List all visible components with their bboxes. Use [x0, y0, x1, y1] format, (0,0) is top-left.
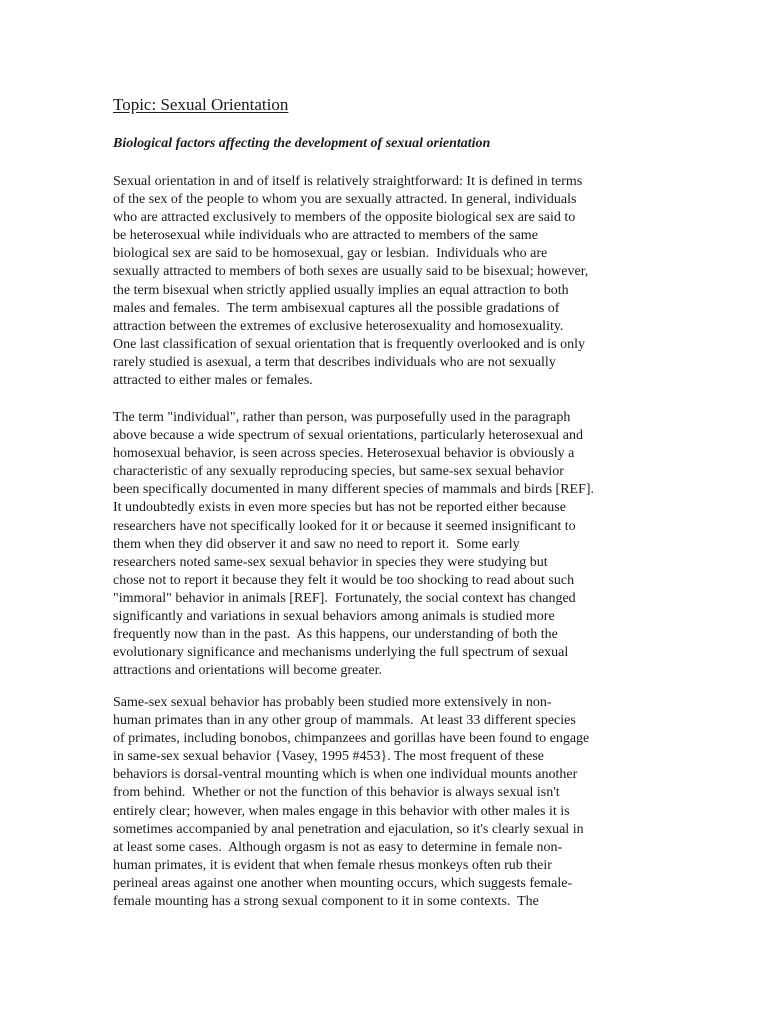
paragraph-line: perineal areas against one another when mounting occurs, which suggests female- [113, 875, 573, 891]
paragraph-line: entirely clear; however, when males engage in this behavior with other males it is [113, 803, 570, 819]
paragraph-line: researchers noted same-sex sexual behavior in species they were studying but [113, 554, 548, 570]
paragraph-line: the term bisexual when strictly applied usually implies an equal attraction to both [113, 282, 569, 298]
paragraph-line: biological sex are said to be homosexual, gay or lesbian. Individuals who are [113, 246, 548, 262]
paragraph-1 [113, 173, 588, 390]
paragraph-line: human primates than in any other group of mammals. At least 33 different species [113, 713, 576, 729]
paragraph-line: It undoubtedly exists in even more species but has not be reported either because [113, 500, 566, 516]
paragraph-line: from behind. Whether or not the function of this behavior is always sexual isn't [113, 785, 560, 801]
paragraph-line: female mounting has a strong sexual component to it in some contexts. The [113, 894, 539, 910]
paragraph-line: sexually attracted to members of both sexes are usually said to be bisexual; however, [113, 264, 589, 280]
paragraph-line: been specifically documented in many different species of mammals and birds [REF]. [113, 482, 595, 498]
paragraph-line: males and females. The term ambisexual captures all the possible gradations of [113, 300, 560, 316]
paragraph-line: attracted to either males or females. [113, 373, 313, 389]
paragraph-line: at least some cases. Although orgasm is not as easy to determine in female non- [113, 839, 563, 855]
paragraph-line: of primates, including bonobos, chimpanzees and gorillas have been found to engage [113, 731, 590, 747]
paragraph-line: Same-sex sexual behavior has probably been studied more extensively in non- [113, 695, 552, 710]
paragraph-line: characteristic of any sexually reproducing species, but same-sex sexual behavior [113, 464, 564, 480]
paragraph-line: rarely studied is asexual, a term that describes individuals who are not sexually [113, 354, 556, 370]
paragraph-line: in same-sex sexual behavior {Vasey, 1995 #453}. The most frequent of these [113, 749, 544, 765]
paragraph-line: homosexual behavior, is seen across species. Heterosexual behavior is obviously a [113, 446, 575, 462]
paragraph-line: frequently now than in the past. As this happens, our understanding of both the [113, 627, 558, 643]
paragraph-line: be heterosexual while individuals who are attracted to members of the same [113, 228, 538, 244]
paragraph-line: evolutionary significance and mechanisms underlying the full spectrum of sexual [113, 645, 569, 661]
section-subtitle: Biological factors affecting the development of sexual orientation [113, 136, 491, 151]
paragraph-line: sometimes accompanied by anal penetration and ejaculation, so it's clearly sexual in [113, 821, 584, 837]
paragraph-line: them when they did observer it and saw no need to report it. Some early [113, 536, 520, 552]
paragraph-line: behaviors is dorsal-ventral mounting which is when one individual mounts another [113, 767, 578, 783]
paragraph-line: chose not to report it because they felt it would be too shocking to read about such [113, 572, 575, 588]
paragraph-line: of the sex of the people to whom you are sexually attracted. In general, individuals [113, 192, 577, 208]
page-title: Topic: Sexual Orientation [113, 95, 289, 114]
paragraph-line: researchers have not specifically looked for it or because it seemed insignificant to [113, 518, 576, 534]
paragraph-line: human primates, it is evident that when female rhesus monkeys often rub their [113, 857, 552, 873]
paragraph-3 [113, 694, 589, 911]
paragraph-line: The term "individual", rather than person, was purposefully used in the paragraph [113, 410, 571, 425]
paragraph-line: "immoral" behavior in animals [REF]. Fortunately, the social context has changed [113, 590, 576, 606]
paragraph-line: above because a wide spectrum of sexual orientations, particularly heterosexual and [113, 428, 583, 444]
paragraph-line: significantly and variations in sexual behaviors among animals is studied more [113, 609, 555, 625]
paragraph-line: who are attracted exclusively to members of the opposite biological sex are said to [113, 210, 576, 226]
paragraph-line: attractions and orientations will become greater. [113, 663, 383, 679]
paragraph-line: Sexual orientation in and of itself is relatively straightforward: It is defined in terms [113, 174, 583, 189]
paragraph-line: attraction between the extremes of exclusive heterosexuality and homosexuality. [113, 318, 564, 334]
paragraph-2 [113, 409, 594, 680]
paragraph-line: One last classification of sexual orientation that is frequently overlooked and is only [113, 336, 585, 352]
